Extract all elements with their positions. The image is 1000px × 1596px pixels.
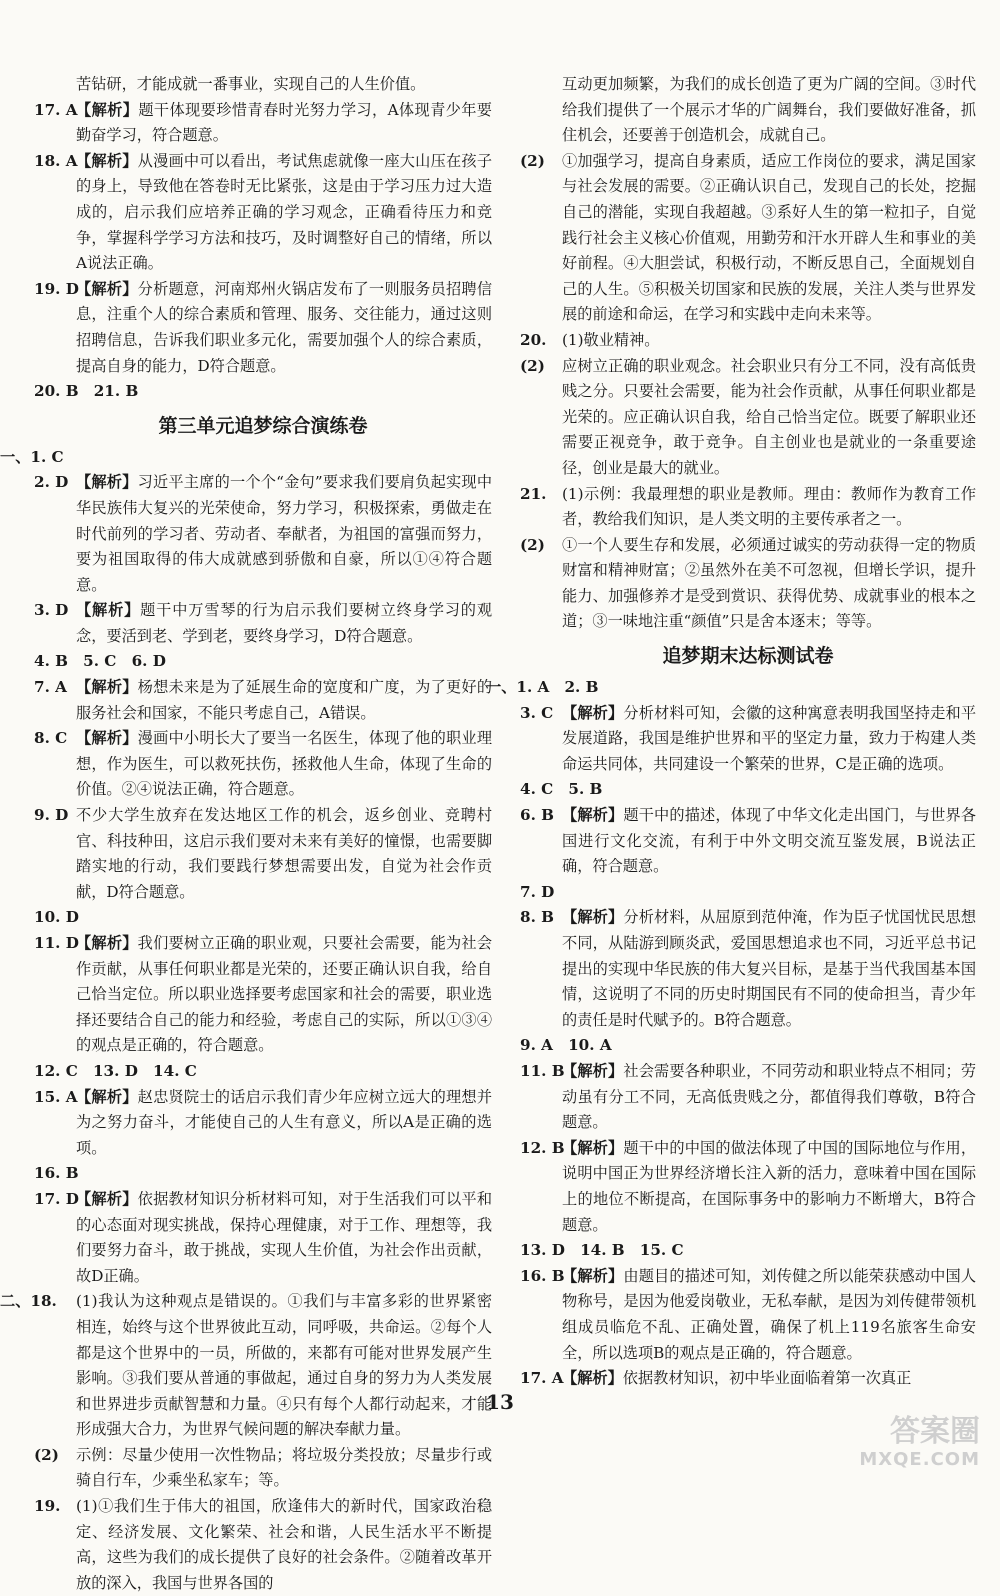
answer-19b: 19. (1)①我们生于伟大的祖国，欣逢伟大的新时代，国家政治稳定、经济发展、文化繁荣、社会和谐，人民生活水平不断提高，这些为我们的成长提供了良好的社会条件。②随着改革开放的深入，我国与世界各国的: [34, 1497, 492, 1592]
answer-8: 8. C 【解析】漫画中小明长大了要当一名医生，体现了他的职业理想，作为医生，可以救死扶伤，拯救他人生命，体现了生命的价值。②④说法正确，符合题意。: [34, 729, 493, 799]
answer-9: 9. D 不少大学生放弃在发达地区工作的机会，返乡创业、竞聘村官、科技种田，这启示我们要对未来有美好的憧憬，也需要脚踏实地的行动，我们要践行梦想需要出发，自觉为社会作贡献，D符合题意。: [34, 806, 492, 901]
answer-18: 18. A 【解析】从漫画中可以看出，考试焦虑就像一座大山压在孩子的身上，导致他在答卷时无比紧张，这是由于学习压力过大造成的，启示我们应培养正确的学习观念，正确看待压力和竞争，掌握科学学习方法和技巧，及时调整好自己的情绪，所以A说法正确。: [34, 151, 493, 273]
answer-11: 11. D 【解析】我们要树立正确的职业观，只要社会需要，能为社会作贡献，从事任何职业都是光荣的，还要正确认识自我，给自己恰当定位。所以职业选择要考虑国家和社会的需要，职业选择还要结合自己的能力和经验，考虑自己的实际，所以①③④的观点是正确的，符合题意。: [34, 934, 493, 1055]
answer-20b: 20. (1)敬业精神。: [520, 330, 660, 349]
final-answer-11: 11. B 【解析】社会需要各种职业，不同劳动和职业特点不相同；劳动虽有分工不同，无高低贵贱之分，都值得我们尊敬，B符合题意。: [520, 1061, 977, 1132]
answer-10: 10. D: [34, 908, 79, 927]
final-answer-17: 17. A 【解析】依据教材知识，初中毕业面临着第一次真正: [520, 1369, 912, 1388]
answer-18b-2: (2) 示例：尽量少使用一次性物品；将垃圾分类投放；尽量步行或骑自行车，少乘坐私家车；等。: [34, 1445, 492, 1490]
answer-21b: 21. (1)示例：我最理想的职业是教师。理由：教师作为教育工作者，教给我们知识，是人类文明的主要传承者之一。: [520, 484, 976, 529]
continued-text-19: 互动更加频繁，为我们的成长创造了更为广阔的空间。③时代给我们提供了一个展示才华的广阔舞台，我们要做好准备，抓住机会，还要善于创造机会，成就自己。: [562, 75, 976, 145]
final-answer-9-10: 9. A 10. A: [520, 1036, 612, 1055]
watermark-logo-text: 答案圈: [890, 1414, 980, 1449]
answer-18b: 二、18. (1)我认为这种观点是错误的。①我们与丰富多彩的世界紧密相连，始终与这个世界彼此互动，同呼吸，共命运。②每个人都是这个世界中的一员，所做的，来都有可能对世界发展产生影响。③我们要从普通的事做起，通过自身的努力为人类发展和世界进步贡献智慧和力量。④只有每个人都行动起来，才能形成强大合力，为世界气候问题的解决奉献力量。: [0, 1292, 492, 1439]
answer-16: 16. B: [34, 1164, 79, 1183]
answer-20b-2: (2) 应树立正确的职业观念。社会职业只有分工不同，没有高低贵贱之分。只要社会需要，能为社会作贡献，从事任何职业都是光荣的。应正确认识自我，给自己恰当定位。既要了解职业还需要正视竞争，敢于竞争。自主创业也是就业的一条重要途径，创业是最大的就业。: [520, 356, 976, 477]
final-answer-7: 7. D: [520, 882, 555, 901]
final-answer-8: 8. B 【解析】分析材料，从屈原到范仲淹，作为臣子忧国忧民思想不同，从陆游到顾炎武，爱国思想追求也不同，习近平总书记提出的实现中华民族的伟大复兴目标，是基于当代我国基本国情，这说明了不同的历史时期国民有不同的使命担当，青少年的责任是时代赋予的。B符合题意。: [520, 908, 977, 1029]
final-answer-16: 16. B 【解析】由题目的描述可知，刘传健之所以能荣获感动中国人物称号，是因为他爱岗敬业，无私奉献，是因为刘传健带领机组成员临危不乱、正确处置，确保了机上119名旅客生命安全，所以选项B的观点是正确的，符合题意。: [520, 1266, 977, 1362]
final-answer-13-15: 13. D 14. B 15. C: [520, 1241, 684, 1260]
left-column: [0, 72, 493, 1596]
section-title-unit3: 第三单元追梦综合演练卷: [158, 414, 368, 437]
answer-19b-2: (2) ①加强学习，提高自身素质，适应工作岗位的要求，满足国家与社会发展的需要。②正确认识自己，发现自己的长处，挖掘自己的潜能，实现自我超越。③系好人生的第一粒扣子，自觉践行社会主义核心价值观，用勤劳和汗水开辟人生和事业的美好前程。④大胆尝试，积极行动，不断反思自己，全面规划自己的人生。⑤积极关切国家和民族的发展，关注人类与世界发展的前途和命运，在学习和实践中走向未来等。: [520, 151, 976, 324]
answer-19: 19. D 【解析】分析题意，河南郑州火锅店发布了一则服务员招聘信息，注重个人的综合素质和管理、服务、交往能力，通过这则招聘信息，告诉我们职业多元化，需要加强个人的综合素质，提高自身的能力，D符合题意。: [34, 279, 493, 375]
answer-17b: 17. D 【解析】依据教材知识分析材料可知，对于生活我们可以平和的心态面对现实挑战，保持心理健康，对于工作、理想等，我们要努力奋斗，敢于挑战，实现人生价值，为社会作出贡献，故D正确。: [34, 1189, 493, 1285]
answer-21b-2: (2) ①一个人要生存和发展，必须通过诚实的劳动获得一定的物质财富和精神财富；②虽然外在美不可忽视，但增长学识，提升能力、加强修养才是受到赏识、获得优势、成就事业的根本之道；③一味地注重“颜值”只是舍本逐末；等等。: [520, 535, 976, 631]
answer-17: 17. A 【解析】题干体现要珍惜青春时光努力学习，A体现青少年要勤奋学习，符合题意。: [34, 100, 492, 145]
page-number: 13: [486, 1390, 514, 1414]
answer-3: 3. D 【解析】题干中万雪琴的行为启示我们要树立终身学习的观念，要活到老、学到老，要终身学习，D符合题意。: [34, 601, 493, 645]
final-answer-4-5: 4. C 5. B: [520, 780, 603, 799]
answer-7: 7. A 【解析】杨想未来是为了延展生命的宽度和广度，为了更好的服务社会和国家，不能只考虑自己，A错误。: [34, 678, 493, 722]
answer-12-14: 12. C 13. D 14. C: [34, 1061, 197, 1080]
final-answer-3: 3. C 【解析】分析材料可知，会徽的这种寓意表明我国坚持走和平发展道路，我国是维护世界和平的坚定力量，致力于构建人类命运共同体，共同建设一个繁荣的世界，C是正确的选项。: [520, 703, 977, 773]
answer-15: 15. A 【解析】赵忠贤院士的话启示我们青少年应树立远大的理想并为之努力奋斗，才能使自己的人生有意义，所以A是正确的选项。: [34, 1087, 493, 1157]
answer-20-21: 20. B 21. B: [34, 382, 139, 401]
continued-text: 苦钻研，才能成就一番事业，实现自己的人生价值。: [76, 75, 426, 93]
answer-1: 一、1. C: [0, 447, 64, 466]
final-answer-6: 6. B 【解析】题干中的描述，体现了中华文化走出国门，与世界各国进行文化交流，有利于中外文明交流互鉴发展，B说法正确，符合题意。: [520, 806, 977, 876]
watermark-logo: [859, 1414, 980, 1474]
final-answer-1-2: 一、1. A 2. B: [486, 678, 599, 697]
watermark-domain: MXQE.COM: [859, 1449, 980, 1470]
section-title-final-test: 追梦期末达标测试卷: [662, 645, 834, 668]
final-answer-12: 12. B 【解析】题干中的中国的做法体现了中国的国际地位与作用，说明中国正为世界经济增长注入新的活力，意味着中国在国际上的地位不断提高，在国际事务中的影响力不断增大，B符合题意。: [520, 1138, 977, 1234]
answer-4-6: 4. B 5. C 6. D: [34, 652, 166, 671]
answer-2: 2. D 【解析】习近平主席的一个个“金句”要求我们要肩负起实现中华民族伟大复兴的光荣使命，努力学习，积极探索，勇做走在时代前列的学习者、劳动者、奉献者，为祖国的富强而努力，要为祖国取得的伟大成就感到骄傲和自豪，所以①④符合题意。: [34, 473, 493, 594]
right-column: [486, 72, 977, 1392]
